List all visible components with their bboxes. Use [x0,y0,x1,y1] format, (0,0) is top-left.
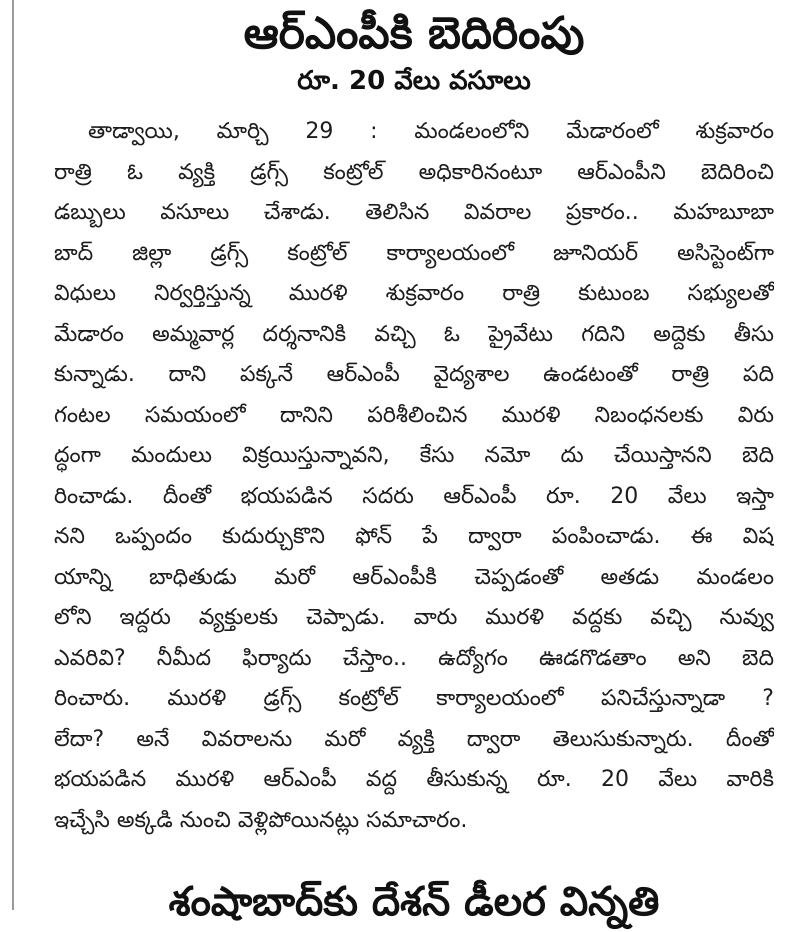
article-headline: ఆర్‌ఎంపీకి బెదిరింపు [243,8,585,59]
body-line: లేదా? అనే వివరాలను మరో వ్యక్తి ద్వారా తెలుసుకున్నారు. దీంతో [54,726,774,752]
body-line: లోని ఇద్దరు వ్యక్తులకు చెప్పాడు. వారు మురళి వద్దకు వచ్చి నువ్వు [54,605,774,630]
body-line: నని ఒప్పందం కుదుర్చుకొని ఫోన్ పే ద్వారా పంపించాడు. ఈ విష [54,524,774,549]
body-line: కున్నాడు. దాని పక్కనే ఆర్‌ఎంపీ వైద్యశాల ఉండటంతో రాత్రి పది [54,362,774,387]
body-line: తాడ్వాయి, మార్చి 29 : మండలంలోని మేడారంలో శుక్రవారం [88,119,774,144]
article-subheadline: రూ. 20 వేలు వసూలు [297,66,531,96]
body-line: భయపడిన మురళి ఆర్‌ఎంపీ వద్ద తీసుకున్న రూ. 20 వేలు వారికి [54,767,774,792]
article-body [54,112,774,841]
body-line: ఎవరివి? నీమీద ఫిర్యాదు చేస్తాం.. ఉద్యోగం ఊడగొడతాం అని బెది [54,645,774,671]
body-line: రించారు. మురళి డ్రగ్స్ కంట్రోల్ కార్యాలయంలో పనిచేస్తున్నాడా ? [54,686,774,711]
body-line: బాద్ జిల్లా డ్రగ్స్ కంట్రోల్ కార్యాలయంలో జూనియర్ అసిస్టెంట్‌గా [54,240,774,266]
body-line: రించాడు. దీంతో భయపడిన సదరు ఆర్‌ఎంపీ రూ. 20 వేలు ఇస్తా [54,483,774,509]
body-line: డబ్బులు వసూలు చేశాడు. తెలిసిన వివరాల ప్రకారం.. మహబూబా [54,200,774,225]
body-line: ఇచ్చేసి అక్కడి నుంచి వెళ్లిపోయినట్లు సమాచారం. [54,807,468,833]
column-divider [12,0,14,910]
body-line: విధులు నిర్వర్తిస్తున్న మురళి శుక్రవారం రాత్రి కుటుంబ సభ్యులతో [54,281,774,306]
next-article-headline: శంషాబాద్‌కు దేశన్ డీలర విన్నతి [168,879,660,925]
body-line: మేడారం అమ్మవార్ల దర్శనానికి వచ్చి ఓ ప్రైవేటు గదిని అద్దెకు తీసు [54,321,774,347]
news-article [54,0,774,910]
body-line: యాన్ని బాధితుడు మరో ఆర్‌ఎంపీకి చెప్పడంతో అతడు మండలం [54,564,774,590]
body-line: రాత్రి ఓ వ్యక్తి డ్రగ్స్ కంట్రోల్ అధికారినంటూ ఆర్‌ఎంపీని బెదిరించి [54,159,774,185]
body-line: గంటల సమయంలో దానిని పరిశీలించిన మురళి నిబంధనలకు విరు [54,402,774,428]
body-line: ద్ధంగా మందులు విక్రయిస్తున్నావని, కేసు నమో దు చేయిస్తానని బెది [54,443,774,468]
